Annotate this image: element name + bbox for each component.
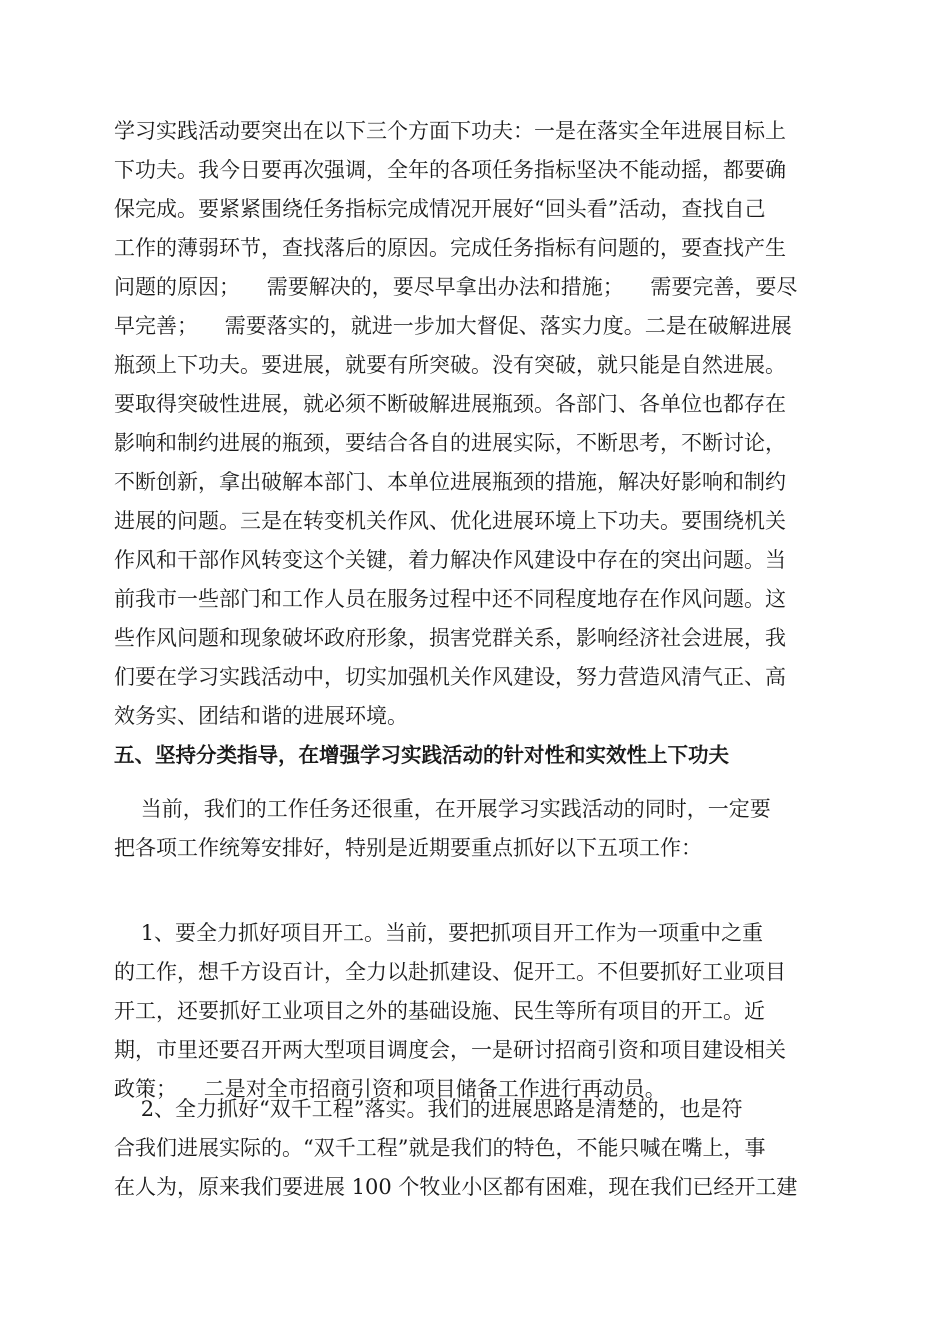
text-line: 要取得突破性进展，就必须不断破解进展瓶颈。各部门、各单位也都存在 [114,392,786,416]
paragraph-work-focus [114,112,834,736]
text-line: 2、全力抓好“双千工程”落实。我们的进展思路是清楚的，也是符 [114,1097,743,1121]
text-line: 保完成。要紧紧围绕任务指标完成情况开展好“回头看”活动，查找自己 [114,197,766,221]
text-line: 开工，还要抓好工业项目之外的基础设施、民生等所有项目的开工。近 [114,999,765,1023]
text-line: 下功夫。我今日要再次强调，全年的各项任务指标坚决不能动摇，都要确 [114,158,786,182]
text-line: 些作风问题和现象破坏政府形象，损害党群关系，影响经济社会进展，我 [114,626,786,650]
text-line: 当前，我们的工作任务还很重，在开展学习实践活动的同时，一定要 [114,797,771,821]
text-line: 工作的薄弱环节，查找落后的原因。完成任务指标有问题的，要查找产生 [114,236,786,260]
text-line: 瓶颈上下功夫。要进展，就要有所突破。没有突破，就只能是自然进展。 [114,353,786,377]
text-line: 影响和制约进展的瓶颈，要结合各自的进展实际，不断思考，不断讨论， [114,431,786,455]
text-line: 合我们进展实际的。“双千工程”就是我们的特色，不能只喊在嘴上，事 [114,1136,766,1160]
paragraph-item-1 [114,914,834,1109]
section-heading-5: 五、坚持分类指导，在增强学习实践活动的针对性和实效性上下功夫 [114,743,729,767]
text-line: 效务实、团结和谐的进展环境。 [114,704,408,728]
text-line: 作风和干部作风转变这个关键，着力解决作风建设中存在的突出问题。当 [114,548,786,572]
text-line: 政策； 二是对全市招商引资和项目储备工作进行再动员。 [114,1077,666,1101]
paragraph-intro-tasks [114,790,834,868]
text-line: 不断创新，拿出破解本部门、本单位进展瓶颈的措施，解决好影响和制约 [114,470,786,494]
text-line: 前我市一些部门和工作人员在服务过程中还不同程度地存在作风问题。这 [114,587,786,611]
text-line: 1、要全力抓好项目开工。当前，要把抓项目开工作为一项重中之重 [114,921,764,945]
paragraph-item-2 [114,1090,834,1207]
text-line: 期，市里还要召开两大型项目调度会，一是研讨招商引资和项目建设相关 [114,1038,786,1062]
text-line: 们要在学习实践活动中，切实加强机关作风建设，努力营造风清气正、高 [114,665,786,689]
text-line: 在人为，原来我们要进展 100 个牧业小区都有困难，现在我们已经开工建 [114,1175,798,1199]
text-line: 的工作，想千方设百计，全力以赴抓建设、促开工。不但要抓好工业项目 [114,960,786,984]
text-line: 进展的问题。三是在转变机关作风、优化进展环境上下功夫。要围绕机关 [114,509,786,533]
text-line: 问题的原因； 需要解决的，要尽早拿出办法和措施； 需要完善，要尽 [114,275,798,299]
text-line: 学习实践活动要突出在以下三个方面下功夫：一是在落实全年进展目标上 [114,119,786,143]
text-line: 早完善； 需要落实的，就进一步加大督促、落实力度。二是在破解进展 [114,314,792,338]
text-line: 把各项工作统筹安排好，特别是近期要重点抓好以下五项工作： [114,836,702,860]
